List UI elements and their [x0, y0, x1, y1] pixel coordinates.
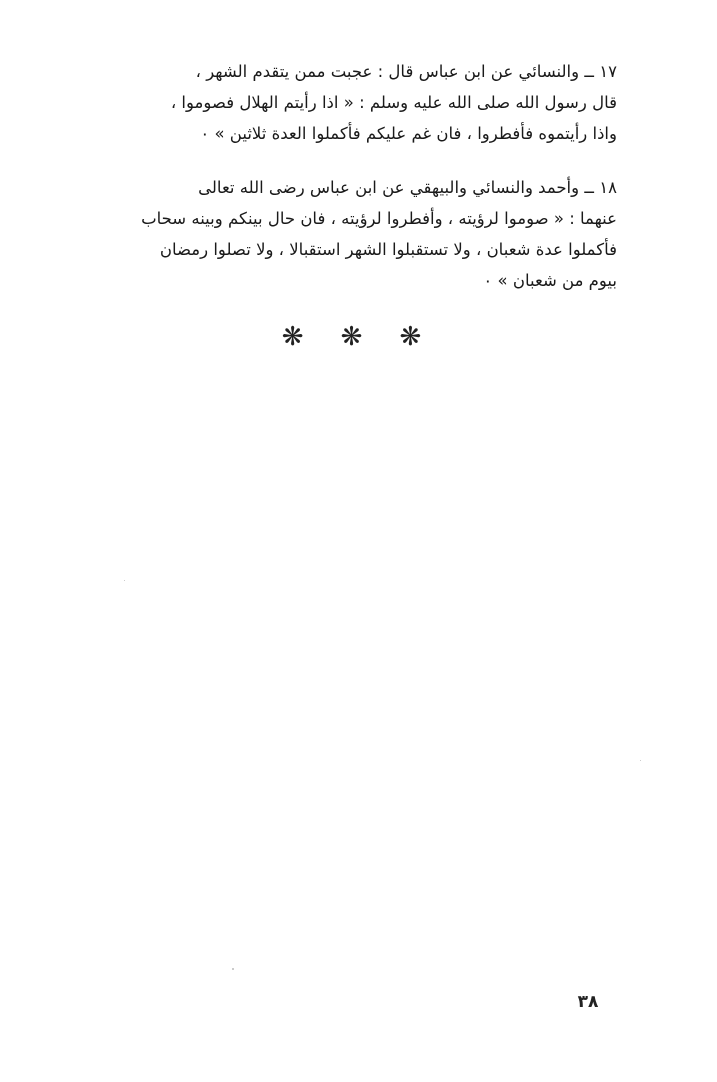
text-line: قال رسول الله صلى الله عليه وسلم : « اذا رأيتم الهلال فصوموا ، — [170, 93, 617, 112]
hadith-paragraph-17 — [82, 56, 617, 149]
hadith-paragraph-18 — [82, 172, 617, 296]
text-line: واذا رأيتموه فأفطروا ، فان غم عليكم فأكملوا العدة ثلاثين » ٠ — [200, 124, 617, 143]
text-line: ١٧ ــ والنسائي عن ابن عباس قال : عجبت ممن يتقدم الشهر ، — [195, 62, 617, 81]
page-number: ٣٨ — [577, 992, 599, 1012]
scan-speck — [640, 760, 641, 761]
scan-speck — [124, 580, 125, 581]
text-line: فأكملوا عدة شعبان ، ولا تستقبلوا الشهر استقبالا ، ولا تصلوا رمضان — [159, 240, 617, 259]
text-line: عنهما : « صوموا لرؤيته ، وأفطروا لرؤيته ، فان حال بينكم وبينه سحاب — [141, 209, 617, 228]
text-line: ١٨ ــ وأحمد والنسائي والبيهقي عن ابن عباس رضى الله تعالى — [198, 178, 617, 197]
scan-speck — [232, 968, 234, 970]
text-line: بيوم من شعبان » ٠ — [483, 271, 617, 290]
section-separator: ❋ ❋ ❋ — [281, 322, 436, 352]
